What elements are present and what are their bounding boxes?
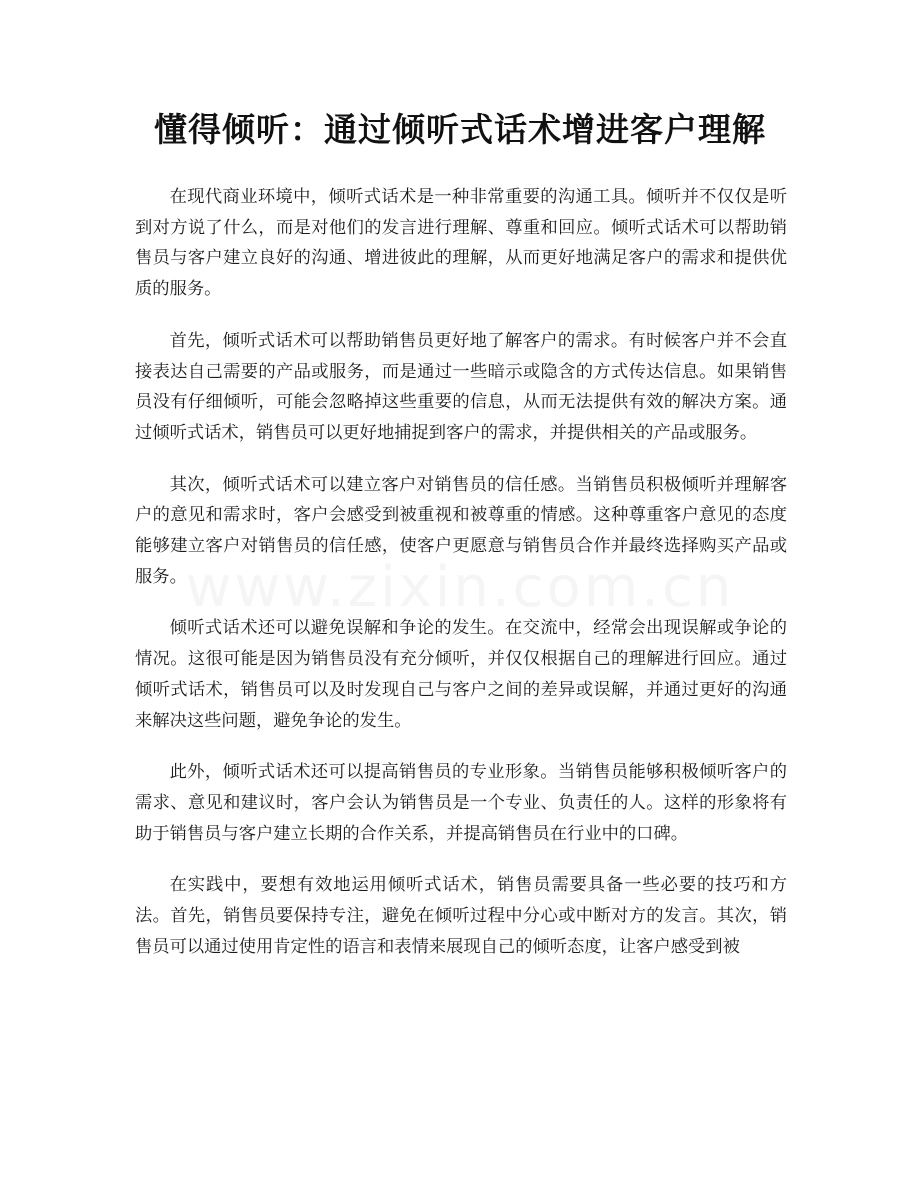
paragraph: 在实践中，要想有效地运用倾听式话术，销售员需要具备一些必要的技巧和方法。首先，销售员要保持专注，避免在倾听过程中分心或中断对方的发言。其次，销售员可以通过使用肯定性的语言和表情来展现自己的倾听态度，让客户感受到被 bbox=[135, 875, 787, 957]
document-body bbox=[135, 182, 787, 983]
paragraph: 在现代商业环境中，倾听式话术是一种非常重要的沟通工具。倾听并不仅仅是听到对方说了什么，而是对他们的发言进行理解、尊重和回应。倾听式话术可以帮助销售员与客户建立良好的沟通、增进彼此的理解，从而更好地满足客户的需求和提供优质的服务。 bbox=[135, 187, 787, 300]
paragraph: 此外，倾听式话术还可以提高销售员的专业形象。当销售员能够积极倾听客户的需求、意见和建议时，客户会认为销售员是一个专业、负责任的人。这样的形象将有助于销售员与客户建立长期的合作关系，并提高销售员在行业中的口碑。 bbox=[135, 762, 787, 844]
document-title: 懂得倾听：通过倾听式话术增进客户理解 bbox=[154, 110, 766, 149]
paragraph: 倾听式话术还可以避免误解和争论的发生。在交流中，经常会出现误解或争论的情况。这很可能是因为销售员没有充分倾听，并仅仅根据自己的理解进行回应。通过倾听式话术，销售员可以及时发现自己与客户之间的差异或误解，并通过更好的沟通来解决这些问题，避免争论的发生。 bbox=[135, 618, 787, 731]
paragraph: 首先，倾听式话术可以帮助销售员更好地了解客户的需求。有时候客户并不会直接表达自己需要的产品或服务，而是通过一些暗示或隐含的方式传达信息。如果销售员没有仔细倾听，可能会忽略掉这些重要的信息，从而无法提供有效的解决方案。通过倾听式话术，销售员可以更好地捕捉到客户的需求，并提供相关的产品或服务。 bbox=[135, 330, 787, 443]
paragraph: 其次，倾听式话术可以建立客户对销售员的信任感。当销售员积极倾听并理解客户的意见和需求时，客户会感受到被重视和被尊重的情感。这种尊重客户意见的态度能够建立客户对销售员的信任感，使客户更愿意与销售员合作并最终选择购买产品或服务。 bbox=[135, 474, 787, 587]
watermark: www.zixin.com.cn bbox=[185, 555, 735, 620]
